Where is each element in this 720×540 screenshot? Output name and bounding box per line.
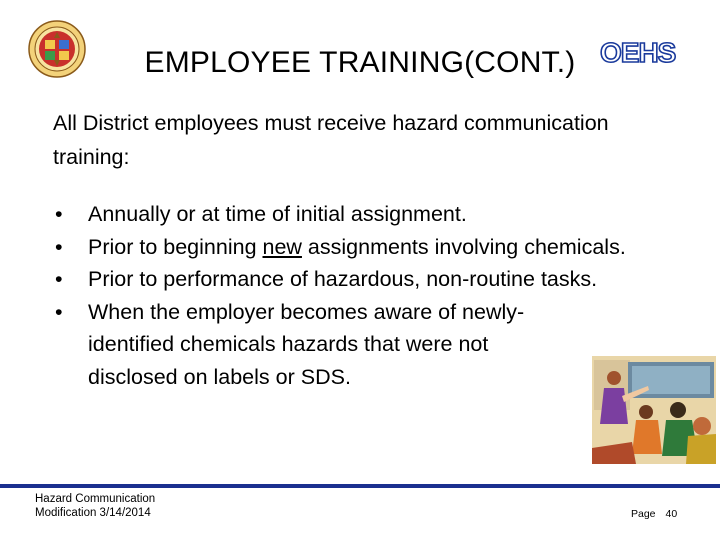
oehs-logo-icon: [598, 34, 676, 70]
footer-divider: [0, 484, 720, 488]
bullet-marker: •: [55, 299, 63, 324]
list-item: [55, 231, 645, 264]
bullet-marker: •: [55, 234, 63, 259]
bullet-text: When the employer becomes aware of newly-identified chemicals hazards that were not disclosed on labels or SDS.: [88, 299, 525, 389]
footer-line-2: Modification 3/14/2014: [35, 507, 151, 519]
list-item: [55, 296, 558, 394]
bullet-text-start: Prior to beginning: [88, 234, 263, 259]
bullet-text-end: assignments involving chemicals.: [301, 234, 626, 259]
classroom-training-clipart: [592, 356, 716, 464]
page-number: 40: [665, 508, 678, 520]
footer-caption: [35, 492, 155, 520]
bullet-marker: •: [55, 202, 63, 226]
list-item: [55, 263, 645, 296]
slide-title: EMPLOYEE TRAINING(CONT.): [144, 46, 576, 79]
bullet-text: Prior to performance of hazardous, non-routine tasks.: [88, 267, 598, 291]
page-indicator: [631, 508, 677, 520]
underlined-word: new: [262, 234, 302, 259]
list-item: [55, 198, 645, 231]
footer-line-1: Hazard Communication: [35, 493, 156, 505]
intro-text: All District employees must receive hazard communication training:: [53, 111, 609, 169]
bullet-list: [55, 198, 645, 393]
page-label: Page: [631, 508, 656, 520]
oehs-logo-text: OEHS: [600, 37, 676, 68]
bullet-marker: •: [55, 267, 63, 291]
bullet-text: Annually or at time of initial assignment.: [88, 202, 467, 226]
